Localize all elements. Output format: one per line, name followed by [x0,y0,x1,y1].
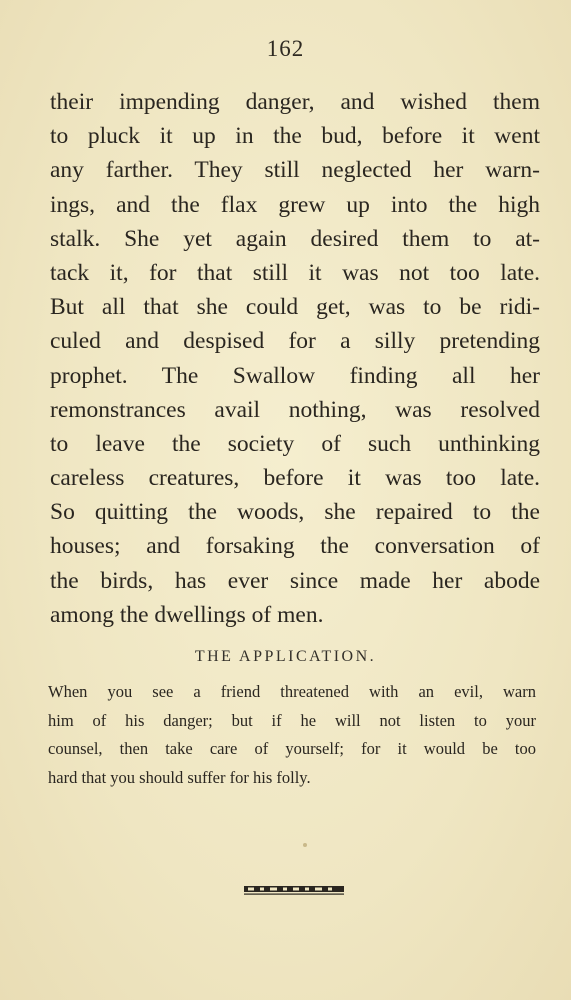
end-ornament-icon [244,884,344,896]
application-line: When you see a friend threatened with an evil, warn [48,682,536,701]
text-line: remonstrances avail nothing, was resolved [50,396,540,423]
fable-text [50,85,540,632]
text-line: the birds, has ever since made her abode [50,567,540,594]
text-line: houses; and forsaking the conversation of [50,533,540,560]
text-line: culed and despised for a silly pretending [50,328,540,355]
application-text [48,678,536,792]
text-line: to leave the society of such unthinking [50,430,540,457]
text-line: to pluck it up in the bud, before it went [50,123,540,150]
text-line: their impending danger, and wished them [50,89,540,115]
text-line: stalk. She yet again desired them to at- [50,225,540,252]
text-line: prophet. The Swallow finding all her [50,362,540,389]
application-line: counsel, then take care of yourself; for it would be too [48,739,536,758]
ink-speck [303,843,307,847]
text-line: But all that she could get, was to be ridi- [50,294,540,321]
text-line: among the dwellings of men. [50,601,324,628]
application-line: hard that you should suffer for his folly. [48,767,311,787]
text-line: So quitting the woods, she repaired to the [50,499,540,526]
text-line: any farther. They still neglected her warn- [50,157,540,184]
text-line: careless creatures, before it was too late. [50,465,540,492]
text-line: tack it, for that still it was not too late. [50,259,540,286]
application-heading: THE APPLICATION. [194,648,377,665]
application-line: him of his danger; but if he will not listen to your [48,710,536,730]
text-line: ings, and the flax grew up into the high [50,191,540,218]
page-number: 162 [266,36,305,61]
